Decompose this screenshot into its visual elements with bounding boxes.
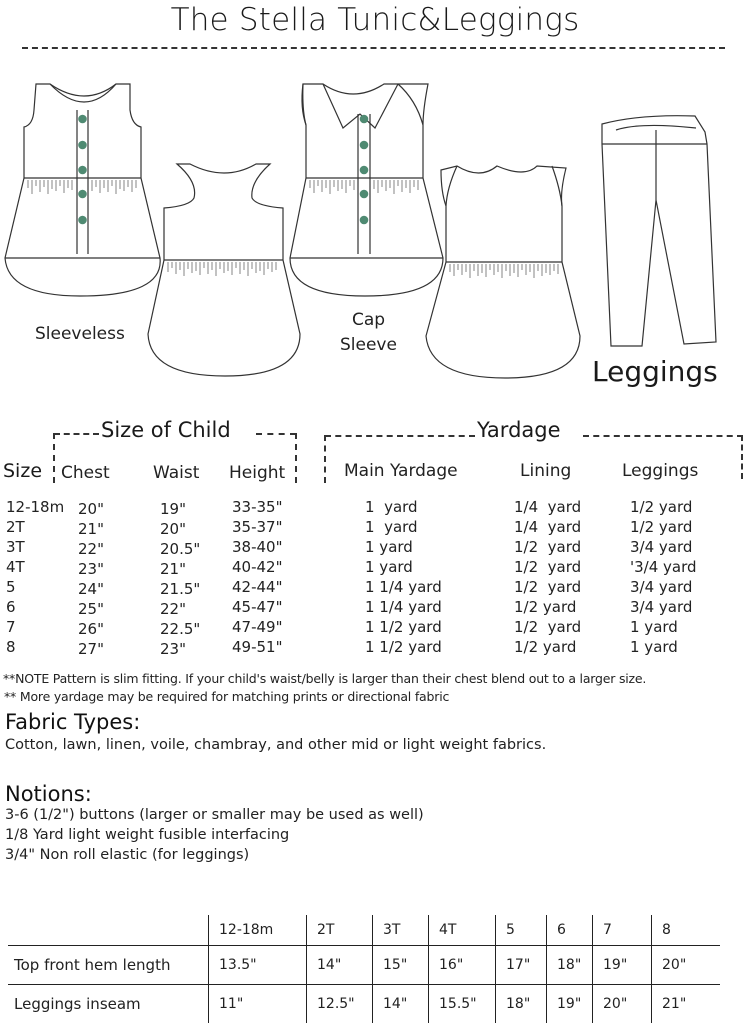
button-icon	[78, 141, 87, 150]
chest-cell: 24"	[78, 580, 104, 598]
waist-cell: 21.5"	[160, 580, 200, 598]
leggings-yardage-cell: 1 yard	[630, 618, 678, 636]
lining-cell: 1/2 yard	[514, 618, 581, 636]
yardage-heading: Yardage	[477, 418, 561, 442]
size-cell: 12-18m	[6, 498, 64, 516]
table-header-row	[8, 915, 720, 946]
table-cell: 20"	[652, 946, 721, 985]
fabric-types-heading: Fabric Types:	[5, 710, 140, 734]
height-cell: 40-42"	[232, 558, 283, 576]
button-dots	[78, 115, 368, 225]
notion-item: 3/4" Non roll elastic (for leggings)	[5, 847, 249, 863]
table-header-cell: 6	[547, 915, 593, 946]
chest-cell: 22"	[78, 540, 104, 558]
waist-cell: 21"	[160, 560, 186, 578]
leggings-yardage-cell: 3/4 yard	[630, 538, 692, 556]
button-icon	[360, 216, 369, 225]
yardage-bracket-left-edge	[324, 435, 326, 483]
button-icon	[78, 190, 87, 199]
table-header-cell: 8	[652, 915, 721, 946]
cap-sleeve-label-line1: Cap	[352, 310, 385, 330]
size-cell: 2T	[6, 518, 25, 536]
size-cell: 4T	[6, 558, 25, 576]
leggings-label: Leggings	[592, 355, 718, 388]
page-title: The Stella Tunic&Leggings	[0, 2, 750, 38]
fabric-types-text: Cotton, lawn, linen, voile, chambray, and other mid or light weight fabrics.	[5, 737, 546, 753]
size-of-child-bracket-right-edge	[295, 433, 297, 483]
column-header-size: Size	[3, 460, 42, 482]
lining-cell: 1/2 yard	[514, 578, 581, 596]
leggings-yardage-cell: '3/4 yard	[630, 558, 697, 576]
cap-sleeve-back-illustration	[426, 166, 580, 378]
notions-heading: Notions:	[5, 782, 92, 806]
table-cell: 19"	[593, 946, 652, 985]
measurements-table	[8, 915, 720, 1023]
table-cell: 18"	[496, 985, 547, 1023]
button-icon	[360, 115, 369, 124]
leggings-yardage-cell: 1 yard	[630, 638, 678, 656]
table-row	[8, 985, 720, 1023]
leggings-yardage-cell: 1/2 yard	[630, 498, 692, 516]
button-icon	[360, 141, 369, 150]
waist-cell: 22"	[160, 600, 186, 618]
column-header-lining: Lining	[520, 461, 571, 481]
size-of-child-bracket-right	[256, 433, 296, 435]
lining-cell: 1/2 yard	[514, 598, 576, 616]
size-cell: 3T	[6, 538, 25, 556]
button-icon	[360, 190, 369, 199]
sleeveless-back-illustration	[148, 164, 300, 376]
main-yardage-cell: 1 yard	[365, 518, 418, 536]
table-row	[8, 946, 720, 985]
size-of-child-heading: Size of Child	[101, 418, 231, 442]
column-header-chest: Chest	[61, 463, 110, 483]
height-cell: 33-35"	[232, 498, 283, 516]
table-row-label: Top front hem length	[8, 946, 209, 985]
sleeveless-label: Sleeveless	[35, 324, 125, 344]
note-slim-fitting: **NOTE Pattern is slim fitting. If your child's waist/belly is larger than their chest blend out to a larger size.	[3, 671, 646, 686]
button-icon	[78, 216, 87, 225]
size-cell: 5	[6, 578, 16, 596]
table-cell: 16"	[429, 946, 496, 985]
waist-cell: 20.5"	[160, 540, 200, 558]
table-header-cell: 12-18m	[209, 915, 307, 946]
waist-cell: 20"	[160, 520, 186, 538]
size-of-child-bracket-left-edge	[53, 433, 55, 483]
yardage-bracket-right	[583, 435, 743, 437]
size-cell: 7	[6, 618, 16, 636]
table-cell: 12.5"	[307, 985, 373, 1023]
height-cell: 35-37"	[232, 518, 283, 536]
main-yardage-cell: 1 yard	[365, 558, 413, 576]
column-header-height: Height	[229, 463, 285, 483]
column-header-main-yardage: Main Yardage	[344, 461, 458, 481]
table-corner-cell	[8, 915, 209, 946]
column-header-leggings: Leggings	[622, 461, 698, 481]
waist-cell: 23"	[160, 640, 186, 658]
waist-cell: 19"	[160, 500, 186, 518]
table-cell: 14"	[373, 985, 429, 1023]
table-header-cell: 7	[593, 915, 652, 946]
table-cell: 14"	[307, 946, 373, 985]
table-cell: 17"	[496, 946, 547, 985]
main-yardage-cell: 1 1/2 yard	[365, 618, 442, 636]
cap-sleeve-label-line2: Sleeve	[340, 335, 397, 355]
table-cell: 15.5"	[429, 985, 496, 1023]
button-icon	[78, 115, 87, 124]
column-header-waist: Waist	[153, 463, 199, 483]
main-yardage-cell: 1 yard	[365, 538, 413, 556]
note-extra-yardage: ** More yardage may be required for matching prints or directional fabric	[4, 689, 449, 704]
lining-cell: 1/2 yard	[514, 558, 581, 576]
table-header-cell: 4T	[429, 915, 496, 946]
notion-item: 3-6 (1/2") buttons (larger or smaller may be used as well)	[5, 807, 424, 823]
table-header-cell: 2T	[307, 915, 373, 946]
chest-cell: 26"	[78, 620, 104, 638]
table-cell: 18"	[547, 946, 593, 985]
yardage-bracket-right-edge	[741, 435, 743, 479]
leggings-yardage-cell: 3/4 yard	[630, 598, 692, 616]
height-cell: 49-51"	[232, 638, 283, 656]
size-of-child-bracket-left	[54, 433, 99, 435]
chest-cell: 27"	[78, 640, 104, 658]
table-cell: 19"	[547, 985, 593, 1023]
size-cell: 6	[6, 598, 16, 616]
lining-cell: 1/2 yard	[514, 538, 581, 556]
waist-cell: 22.5"	[160, 620, 200, 638]
lining-cell: 1/4 yard	[514, 498, 581, 516]
height-cell: 47-49"	[232, 618, 283, 636]
size-cell: 8	[6, 638, 16, 656]
leggings-yardage-cell: 1/2 yard	[630, 518, 692, 536]
chest-cell: 25"	[78, 600, 104, 618]
main-yardage-cell: 1 yard	[365, 498, 418, 516]
chest-cell: 20"	[78, 500, 104, 518]
table-cell: 11"	[209, 985, 307, 1023]
height-cell: 38-40"	[232, 538, 283, 556]
leggings-yardage-cell: 3/4 yard	[630, 578, 692, 596]
height-cell: 45-47"	[232, 598, 283, 616]
lining-cell: 1/4 yard	[514, 518, 581, 536]
lining-cell: 1/2 yard	[514, 638, 576, 656]
button-icon	[360, 166, 369, 175]
button-icon	[78, 166, 87, 175]
table-cell: 15"	[373, 946, 429, 985]
table-header-cell: 5	[496, 915, 547, 946]
chest-cell: 23"	[78, 560, 104, 578]
main-yardage-cell: 1 1/4 yard	[365, 578, 442, 596]
main-yardage-cell: 1 1/4 yard	[365, 598, 442, 616]
chest-cell: 21"	[78, 520, 104, 538]
main-yardage-cell: 1 1/2 yard	[365, 638, 442, 656]
table-cell: 20"	[593, 985, 652, 1023]
table-cell: 21"	[652, 985, 721, 1023]
table-row-label: Leggings inseam	[8, 985, 209, 1023]
notion-item: 1/8 Yard light weight fusible interfacing	[5, 827, 289, 843]
leggings-illustration	[602, 116, 716, 346]
table-header-cell: 3T	[373, 915, 429, 946]
table-cell: 13.5"	[209, 946, 307, 985]
yardage-bracket-left	[325, 435, 475, 437]
height-cell: 42-44"	[232, 578, 283, 596]
title-divider	[22, 47, 725, 49]
